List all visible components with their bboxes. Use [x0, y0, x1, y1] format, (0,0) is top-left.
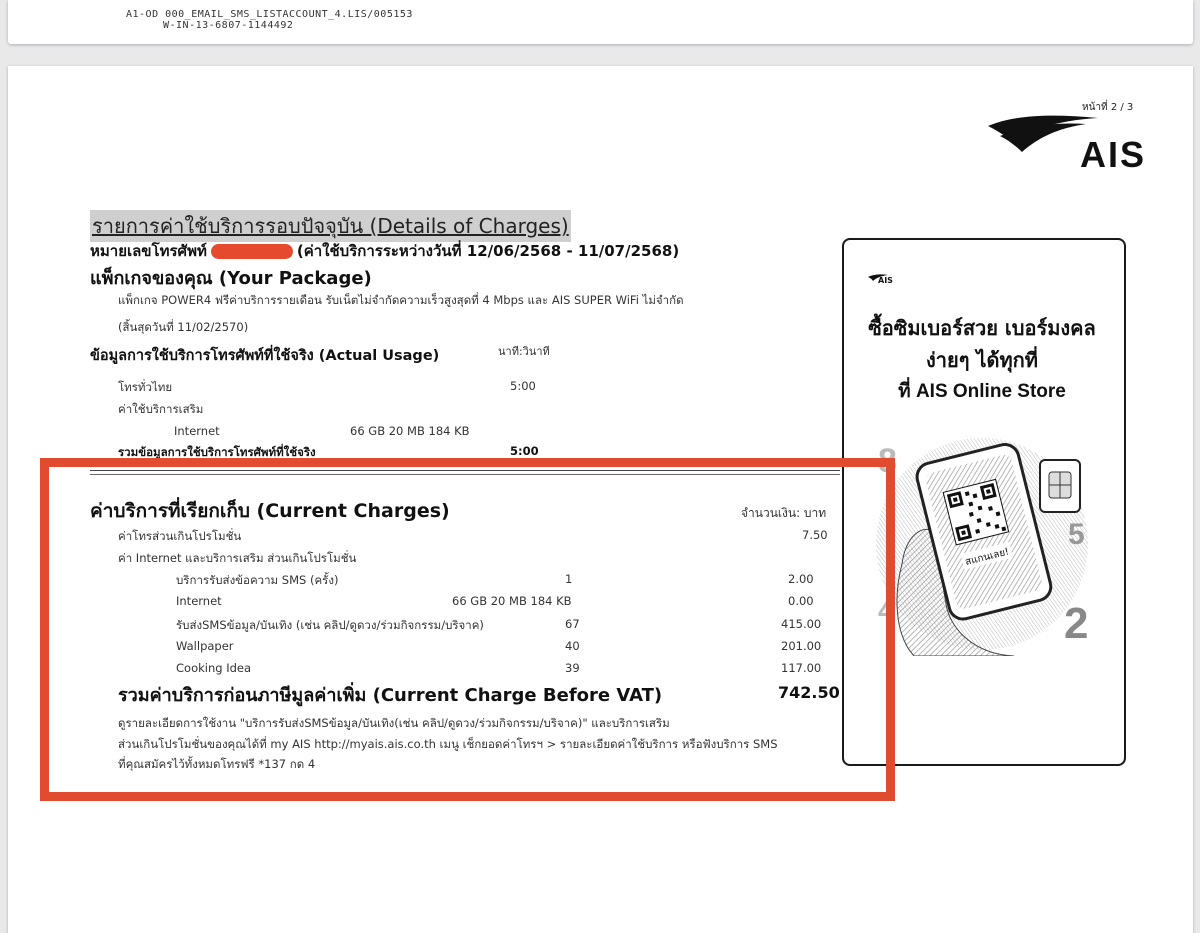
charge-item-qty: 67: [565, 617, 580, 631]
charge-item-amount: 201.00: [781, 639, 822, 653]
charge-item-label: รับส่งSMSข้อมูล/บันเทิง (เช่น คลิป/ดูดวง/ร่วมกิจกรรม/บริจาค): [176, 618, 484, 632]
usage-internet-value: 66 GB 20 MB 184 KB: [350, 424, 470, 438]
note-line1: ดูรายละเอียดการใช้งาน "บริการรับส่งSMSข้อมูล/บันเทิง(เช่น คลิป/ดูดวง/ร่วมกิจกรรม/บริจาค)" และบริการเสริม: [118, 716, 670, 730]
call-overage-amount: 7.50: [802, 528, 828, 542]
deco-number: 5: [1068, 518, 1085, 551]
usage-nationwide-label: โทรทั่วไทย: [118, 380, 173, 394]
total-before-vat-label: รวมค่าบริการก่อนภาษีมูลค่าเพิ่ม (Current Charge Before VAT): [118, 685, 663, 706]
charge-item-amount: 0.00: [788, 594, 814, 608]
internet-overage-label: ค่า Internet และบริการเสริม ส่วนเกินโปรโมชั่น: [118, 551, 357, 565]
package-description: แพ็กเกจ POWER4 ฟรีค่าบริการรายเดือน รับเน็ตไม่จำกัดความเร็วสูงสุดที่ 4 Mbps และ AIS SUPER WiFi ไม่จำกัด: [118, 293, 684, 307]
package-expiry: (สิ้นสุดวันที่ 11/02/2570): [118, 320, 249, 334]
phone-caption: สแกนเลย!: [964, 546, 1011, 568]
usage-extra-label: ค่าใช้บริการเสริม: [118, 402, 204, 416]
highlight-annotation-box: [40, 458, 895, 801]
deco-number: 4: [878, 594, 895, 627]
charge-item-label: Cooking Idea: [176, 661, 252, 675]
amount-unit: จำนวนเงิน: บาท: [741, 506, 827, 520]
usage-internet-label: Internet: [174, 424, 220, 438]
charge-item-qty: 39: [565, 661, 580, 675]
usage-nationwide-value: 5:00: [510, 379, 536, 393]
page-title: รายการค่าใช้บริการรอบปัจจุบัน (Details of Charges): [90, 210, 571, 242]
usage-unit: นาที:วินาที: [498, 345, 550, 358]
billing-period: (ค่าใช้บริการระหว่างวันที่ 12/06/2568 - 11/07/2568): [296, 242, 680, 260]
usage-total-label: รวมข้อมูลการใช้บริการโทรศัพท์ที่ใช้จริง: [118, 445, 316, 459]
redacted-phone-number: [211, 244, 293, 259]
charge-item-amount: 415.00: [781, 617, 822, 631]
charge-item-qty: 40: [565, 639, 580, 653]
total-before-vat-amount: 742.50: [778, 683, 840, 702]
ad-headline: ที่ AIS Online Store: [898, 381, 1066, 402]
ad-headline: ซื้อซิมเบอร์สวย เบอร์มงคล: [868, 316, 1096, 340]
charge-item-amount: 117.00: [781, 661, 822, 675]
charges-heading: ค่าบริการที่เรียกเก็บ (Current Charges): [90, 500, 450, 522]
package-heading: แพ็กเกจของคุณ (Your Package): [90, 268, 372, 289]
call-overage-label: ค่าโทรส่วนเกินโปรโมชั่น: [118, 529, 242, 543]
phone-period-row: [90, 239, 679, 263]
note-line3: ที่คุณสมัครไว้ทั้งหมดโทรฟรี *137 กด 4: [118, 757, 316, 771]
deco-number: 2: [1064, 599, 1089, 648]
ais-logo: [986, 112, 1146, 178]
usage-heading: ข้อมูลการใช้บริการโทรศัพท์ที่ใช้จริง (Actual Usage): [90, 348, 440, 364]
charge-item-label: Wallpaper: [176, 639, 234, 653]
ad-logo-text: AIS: [878, 276, 893, 285]
charge-item-amount: 2.00: [788, 572, 814, 586]
usage-total-value: 5:00: [510, 444, 539, 458]
charge-item-label: Internet: [176, 594, 222, 608]
charge-item-qty: 1: [565, 572, 573, 586]
page-number: หน้าที่ 2 / 3: [1082, 102, 1134, 113]
ad-headline: ง่ายๆ ได้ทุกที่: [926, 348, 1038, 372]
charge-item-label: บริการรับส่งข้อความ SMS (ครั้ง): [176, 573, 339, 587]
charge-item-qty: 66 GB 20 MB 184 KB: [452, 594, 572, 608]
phone-label: หมายเลขโทรศัพท์: [90, 242, 207, 260]
previous-page: [8, 0, 1193, 44]
note-line2: ส่วนเกินโปรโมชั่นของคุณได้ที่ my AIS http://myais.ais.co.th เมนู เช็กยอดค่าโทรฯ > รายละเอียดค่าใช้บริการ หรือฟังบริการ SMS: [118, 737, 778, 751]
document-code-line1: A1-OD 000_EMAIL_SMS_LISTACCOUNT_4.LIS/005153: [126, 9, 413, 20]
deco-number: 8: [878, 442, 897, 480]
document-code-line2: W-IN-13-6807-1144492: [163, 20, 294, 31]
ais-logo-text: AIS: [1079, 134, 1146, 175]
